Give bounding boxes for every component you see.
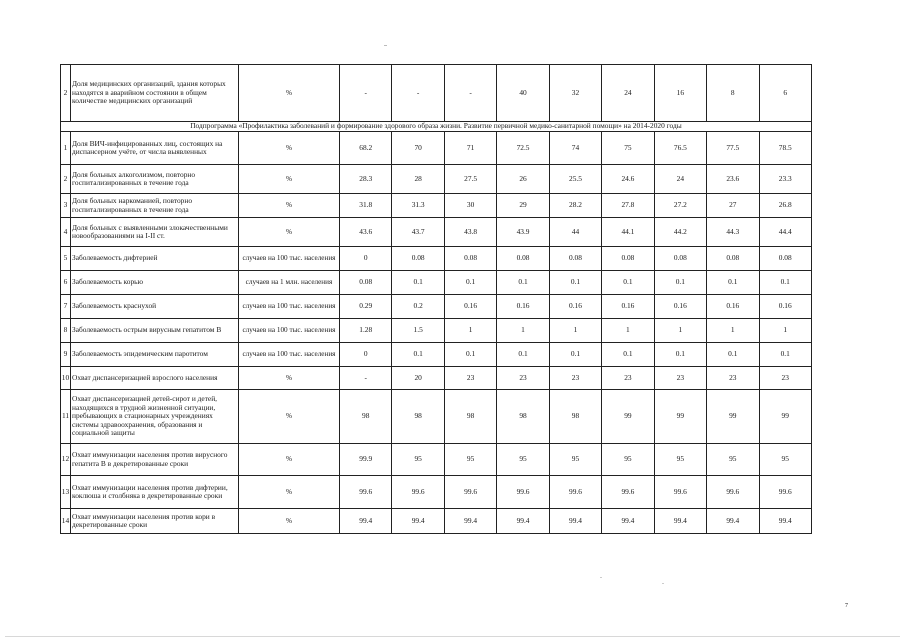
indicator-name: Охват диспансеризацией детей-сирот и детей, находящихся в трудной жизненной ситуации, пребывающих в стационарных учреждениях системы здравоохранения, образования и социальной защиты bbox=[71, 390, 239, 444]
value-cell: 0.08 bbox=[392, 247, 444, 271]
value-cell: 23.3 bbox=[759, 165, 811, 194]
value-cell: 99.6 bbox=[340, 476, 392, 509]
value-cell: 95 bbox=[759, 444, 811, 476]
value-cell: 1 bbox=[444, 319, 496, 343]
value-cell: 0.1 bbox=[497, 271, 549, 295]
value-cell: - bbox=[392, 65, 444, 122]
section-title: Подпрограмма «Профилактика заболеваний и формирование здорового образа жизни. Развитие первичной медико-санитарной помощи» на 2014-2020 годы bbox=[61, 122, 812, 132]
value-cell: 1 bbox=[707, 319, 759, 343]
value-cell: 27.8 bbox=[602, 194, 654, 218]
value-cell: 25.5 bbox=[549, 165, 601, 194]
value-cell: 0.16 bbox=[549, 295, 601, 319]
indicator-name: Охват иммунизации населения против дифтерии, коклюша и столбняка в декретированные сроки bbox=[71, 476, 239, 509]
value-cell: 99.6 bbox=[392, 476, 444, 509]
value-cell: 0.16 bbox=[654, 295, 706, 319]
value-cell: 24 bbox=[602, 65, 654, 122]
value-cell: 8 bbox=[707, 65, 759, 122]
page-number: 7 bbox=[845, 603, 848, 609]
value-cell: 0.16 bbox=[497, 295, 549, 319]
unit-cell: случаев на 100 тыс. населения bbox=[239, 319, 340, 343]
value-cell: 0.16 bbox=[707, 295, 759, 319]
value-cell: 43.7 bbox=[392, 218, 444, 247]
value-cell: 99.4 bbox=[549, 509, 601, 534]
table-row bbox=[61, 132, 812, 165]
value-cell: 44 bbox=[549, 218, 601, 247]
value-cell: 0.1 bbox=[549, 343, 601, 367]
value-cell: 0.08 bbox=[497, 247, 549, 271]
value-cell: 95 bbox=[707, 444, 759, 476]
unit-cell: случаев на 100 тыс. населения bbox=[239, 247, 340, 271]
table-row bbox=[61, 295, 812, 319]
value-cell: 99 bbox=[602, 390, 654, 444]
value-cell: 74 bbox=[549, 132, 601, 165]
row-number: 14 bbox=[61, 509, 71, 534]
value-cell: 0.2 bbox=[392, 295, 444, 319]
unit-cell: % bbox=[239, 165, 340, 194]
table-row bbox=[61, 165, 812, 194]
row-number: 6 bbox=[61, 271, 71, 295]
value-cell: 23 bbox=[549, 367, 601, 390]
value-cell: 95 bbox=[654, 444, 706, 476]
value-cell: 72.5 bbox=[497, 132, 549, 165]
value-cell: 1.28 bbox=[340, 319, 392, 343]
value-cell: 99 bbox=[759, 390, 811, 444]
indicator-name: Доля больных наркоманией, повторно госпитализированных в течение года bbox=[71, 194, 239, 218]
value-cell: 75 bbox=[602, 132, 654, 165]
indicator-name: Заболеваемость острым вирусным гепатитом В bbox=[71, 319, 239, 343]
value-cell: 99.6 bbox=[444, 476, 496, 509]
value-cell: 0 bbox=[340, 247, 392, 271]
value-cell: 0.1 bbox=[707, 343, 759, 367]
value-cell: 0.1 bbox=[392, 271, 444, 295]
value-cell: 44.3 bbox=[707, 218, 759, 247]
scan-speck bbox=[662, 583, 664, 584]
value-cell: 98 bbox=[340, 390, 392, 444]
row-number: 12 bbox=[61, 444, 71, 476]
table-row bbox=[61, 343, 812, 367]
table-row bbox=[61, 390, 812, 444]
value-cell: 78.5 bbox=[759, 132, 811, 165]
table-row bbox=[61, 509, 812, 534]
value-cell: 43.9 bbox=[497, 218, 549, 247]
value-cell: 99.4 bbox=[759, 509, 811, 534]
value-cell: 0.1 bbox=[654, 271, 706, 295]
value-cell: 28.3 bbox=[340, 165, 392, 194]
indicator-name: Заболеваемость корью bbox=[71, 271, 239, 295]
unit-cell: % bbox=[239, 367, 340, 390]
unit-cell: % bbox=[239, 218, 340, 247]
value-cell: 28 bbox=[392, 165, 444, 194]
value-cell: 43.6 bbox=[340, 218, 392, 247]
table-row bbox=[61, 65, 812, 122]
value-cell: 23 bbox=[707, 367, 759, 390]
value-cell: 99.6 bbox=[707, 476, 759, 509]
value-cell: 27.2 bbox=[654, 194, 706, 218]
value-cell: 95 bbox=[444, 444, 496, 476]
value-cell: 0.08 bbox=[340, 271, 392, 295]
value-cell: 44.1 bbox=[602, 218, 654, 247]
value-cell: 99 bbox=[654, 390, 706, 444]
unit-cell: % bbox=[239, 132, 340, 165]
value-cell: - bbox=[340, 65, 392, 122]
scan-bottom-edge bbox=[5, 636, 900, 637]
value-cell: 0.1 bbox=[602, 343, 654, 367]
row-number: 5 bbox=[61, 247, 71, 271]
row-number: 4 bbox=[61, 218, 71, 247]
value-cell: 70 bbox=[392, 132, 444, 165]
value-cell: 99.4 bbox=[392, 509, 444, 534]
unit-cell: случаев на 100 тыс. населения bbox=[239, 343, 340, 367]
value-cell: 1.5 bbox=[392, 319, 444, 343]
value-cell: 0.1 bbox=[392, 343, 444, 367]
unit-cell: % bbox=[239, 444, 340, 476]
value-cell: 23.6 bbox=[707, 165, 759, 194]
indicator-name: Охват иммунизации населения против кори в декретированные сроки bbox=[71, 509, 239, 534]
value-cell: 95 bbox=[549, 444, 601, 476]
value-cell: 20 bbox=[392, 367, 444, 390]
indicator-name: Доля медицинских организаций, здания которых находятся в аварийном состоянии в общем количестве медицинских организаций bbox=[71, 65, 239, 122]
value-cell: 23 bbox=[444, 367, 496, 390]
value-cell: 0.08 bbox=[549, 247, 601, 271]
value-cell: 99.4 bbox=[602, 509, 654, 534]
value-cell: 77.5 bbox=[707, 132, 759, 165]
indicator-name: Заболеваемость дифтерией bbox=[71, 247, 239, 271]
value-cell: 24 bbox=[654, 165, 706, 194]
value-cell: 44.4 bbox=[759, 218, 811, 247]
value-cell: 99.6 bbox=[759, 476, 811, 509]
value-cell: 99.6 bbox=[654, 476, 706, 509]
value-cell: 98 bbox=[392, 390, 444, 444]
value-cell: 99.6 bbox=[549, 476, 601, 509]
value-cell: 0.1 bbox=[444, 343, 496, 367]
value-cell: 0.16 bbox=[444, 295, 496, 319]
table-row bbox=[61, 194, 812, 218]
value-cell: 0.08 bbox=[444, 247, 496, 271]
value-cell: 32 bbox=[549, 65, 601, 122]
value-cell: 31.8 bbox=[340, 194, 392, 218]
value-cell: 0.08 bbox=[759, 247, 811, 271]
value-cell: 0.16 bbox=[602, 295, 654, 319]
value-cell: 71 bbox=[444, 132, 496, 165]
value-cell: 76.5 bbox=[654, 132, 706, 165]
unit-cell: % bbox=[239, 194, 340, 218]
indicators-table bbox=[60, 64, 812, 534]
row-number: 8 bbox=[61, 319, 71, 343]
value-cell: 26 bbox=[497, 165, 549, 194]
value-cell: 24.6 bbox=[602, 165, 654, 194]
value-cell: 0.1 bbox=[444, 271, 496, 295]
value-cell: 99.4 bbox=[340, 509, 392, 534]
row-number: 1 bbox=[61, 132, 71, 165]
value-cell: 31.3 bbox=[392, 194, 444, 218]
value-cell: 27 bbox=[707, 194, 759, 218]
row-number: 10 bbox=[61, 367, 71, 390]
value-cell: 99.6 bbox=[497, 476, 549, 509]
value-cell: 98 bbox=[549, 390, 601, 444]
row-number: 11 bbox=[61, 390, 71, 444]
value-cell: 0.08 bbox=[707, 247, 759, 271]
value-cell: 0.1 bbox=[654, 343, 706, 367]
value-cell: 1 bbox=[497, 319, 549, 343]
value-cell: - bbox=[340, 367, 392, 390]
row-number: 3 bbox=[61, 194, 71, 218]
row-number: 13 bbox=[61, 476, 71, 509]
value-cell: 0.1 bbox=[707, 271, 759, 295]
value-cell: 28.2 bbox=[549, 194, 601, 218]
value-cell: 27.5 bbox=[444, 165, 496, 194]
value-cell: 0.1 bbox=[759, 271, 811, 295]
value-cell: 26.8 bbox=[759, 194, 811, 218]
unit-cell: % bbox=[239, 65, 340, 122]
value-cell: 0.08 bbox=[654, 247, 706, 271]
scan-mark bbox=[384, 45, 387, 46]
value-cell: 1 bbox=[759, 319, 811, 343]
row-number: 9 bbox=[61, 343, 71, 367]
table-row bbox=[61, 367, 812, 390]
value-cell: 98 bbox=[444, 390, 496, 444]
value-cell: 99.4 bbox=[497, 509, 549, 534]
unit-cell: случаев на 1 млн. населения bbox=[239, 271, 340, 295]
table-row bbox=[61, 247, 812, 271]
unit-cell: случаев на 100 тыс. населения bbox=[239, 295, 340, 319]
unit-cell: % bbox=[239, 509, 340, 534]
table-row bbox=[61, 476, 812, 509]
indicator-name: Доля больных с выявленными злокачественными новообразованиями на I-II ст. bbox=[71, 218, 239, 247]
table-row bbox=[61, 319, 812, 343]
row-number: 2 bbox=[61, 65, 71, 122]
value-cell: 0.1 bbox=[759, 343, 811, 367]
unit-cell: % bbox=[239, 476, 340, 509]
value-cell: 23 bbox=[602, 367, 654, 390]
value-cell: 29 bbox=[497, 194, 549, 218]
value-cell: 0.1 bbox=[497, 343, 549, 367]
section-row bbox=[61, 122, 812, 132]
table-row bbox=[61, 271, 812, 295]
value-cell: 0 bbox=[340, 343, 392, 367]
value-cell: 6 bbox=[759, 65, 811, 122]
value-cell: 95 bbox=[602, 444, 654, 476]
value-cell: 98 bbox=[497, 390, 549, 444]
value-cell: 16 bbox=[654, 65, 706, 122]
value-cell: 0.08 bbox=[602, 247, 654, 271]
value-cell: 43.8 bbox=[444, 218, 496, 247]
indicator-name: Охват диспансеризацией взрослого населения bbox=[71, 367, 239, 390]
value-cell: 99.6 bbox=[602, 476, 654, 509]
value-cell: 23 bbox=[759, 367, 811, 390]
table-row bbox=[61, 218, 812, 247]
value-cell: 44.2 bbox=[654, 218, 706, 247]
indicator-name: Охват иммунизации населения против вирусного гепатита В в декретированные сроки bbox=[71, 444, 239, 476]
row-number: 2 bbox=[61, 165, 71, 194]
indicator-name: Доля больных алкоголизмом, повторно госпитализированных в течение года bbox=[71, 165, 239, 194]
unit-cell: % bbox=[239, 390, 340, 444]
value-cell: - bbox=[444, 65, 496, 122]
indicator-name: Заболеваемость эпидемическим паротитом bbox=[71, 343, 239, 367]
value-cell: 95 bbox=[392, 444, 444, 476]
value-cell: 68.2 bbox=[340, 132, 392, 165]
value-cell: 40 bbox=[497, 65, 549, 122]
value-cell: 30 bbox=[444, 194, 496, 218]
value-cell: 99.4 bbox=[654, 509, 706, 534]
value-cell: 99.9 bbox=[340, 444, 392, 476]
value-cell: 1 bbox=[654, 319, 706, 343]
value-cell: 0.1 bbox=[549, 271, 601, 295]
table-row bbox=[61, 444, 812, 476]
value-cell: 23 bbox=[497, 367, 549, 390]
value-cell: 95 bbox=[497, 444, 549, 476]
value-cell: 1 bbox=[602, 319, 654, 343]
value-cell: 99.4 bbox=[707, 509, 759, 534]
indicator-name: Доля ВИЧ-инфицированных лиц, состоящих на диспансерном учёте, от числа выявленных bbox=[71, 132, 239, 165]
value-cell: 0.29 bbox=[340, 295, 392, 319]
value-cell: 0.1 bbox=[602, 271, 654, 295]
value-cell: 23 bbox=[654, 367, 706, 390]
value-cell: 1 bbox=[549, 319, 601, 343]
indicator-name: Заболеваемость краснухой bbox=[71, 295, 239, 319]
value-cell: 99 bbox=[707, 390, 759, 444]
value-cell: 0.16 bbox=[759, 295, 811, 319]
row-number: 7 bbox=[61, 295, 71, 319]
value-cell: 99.4 bbox=[444, 509, 496, 534]
scan-speck bbox=[600, 577, 602, 578]
